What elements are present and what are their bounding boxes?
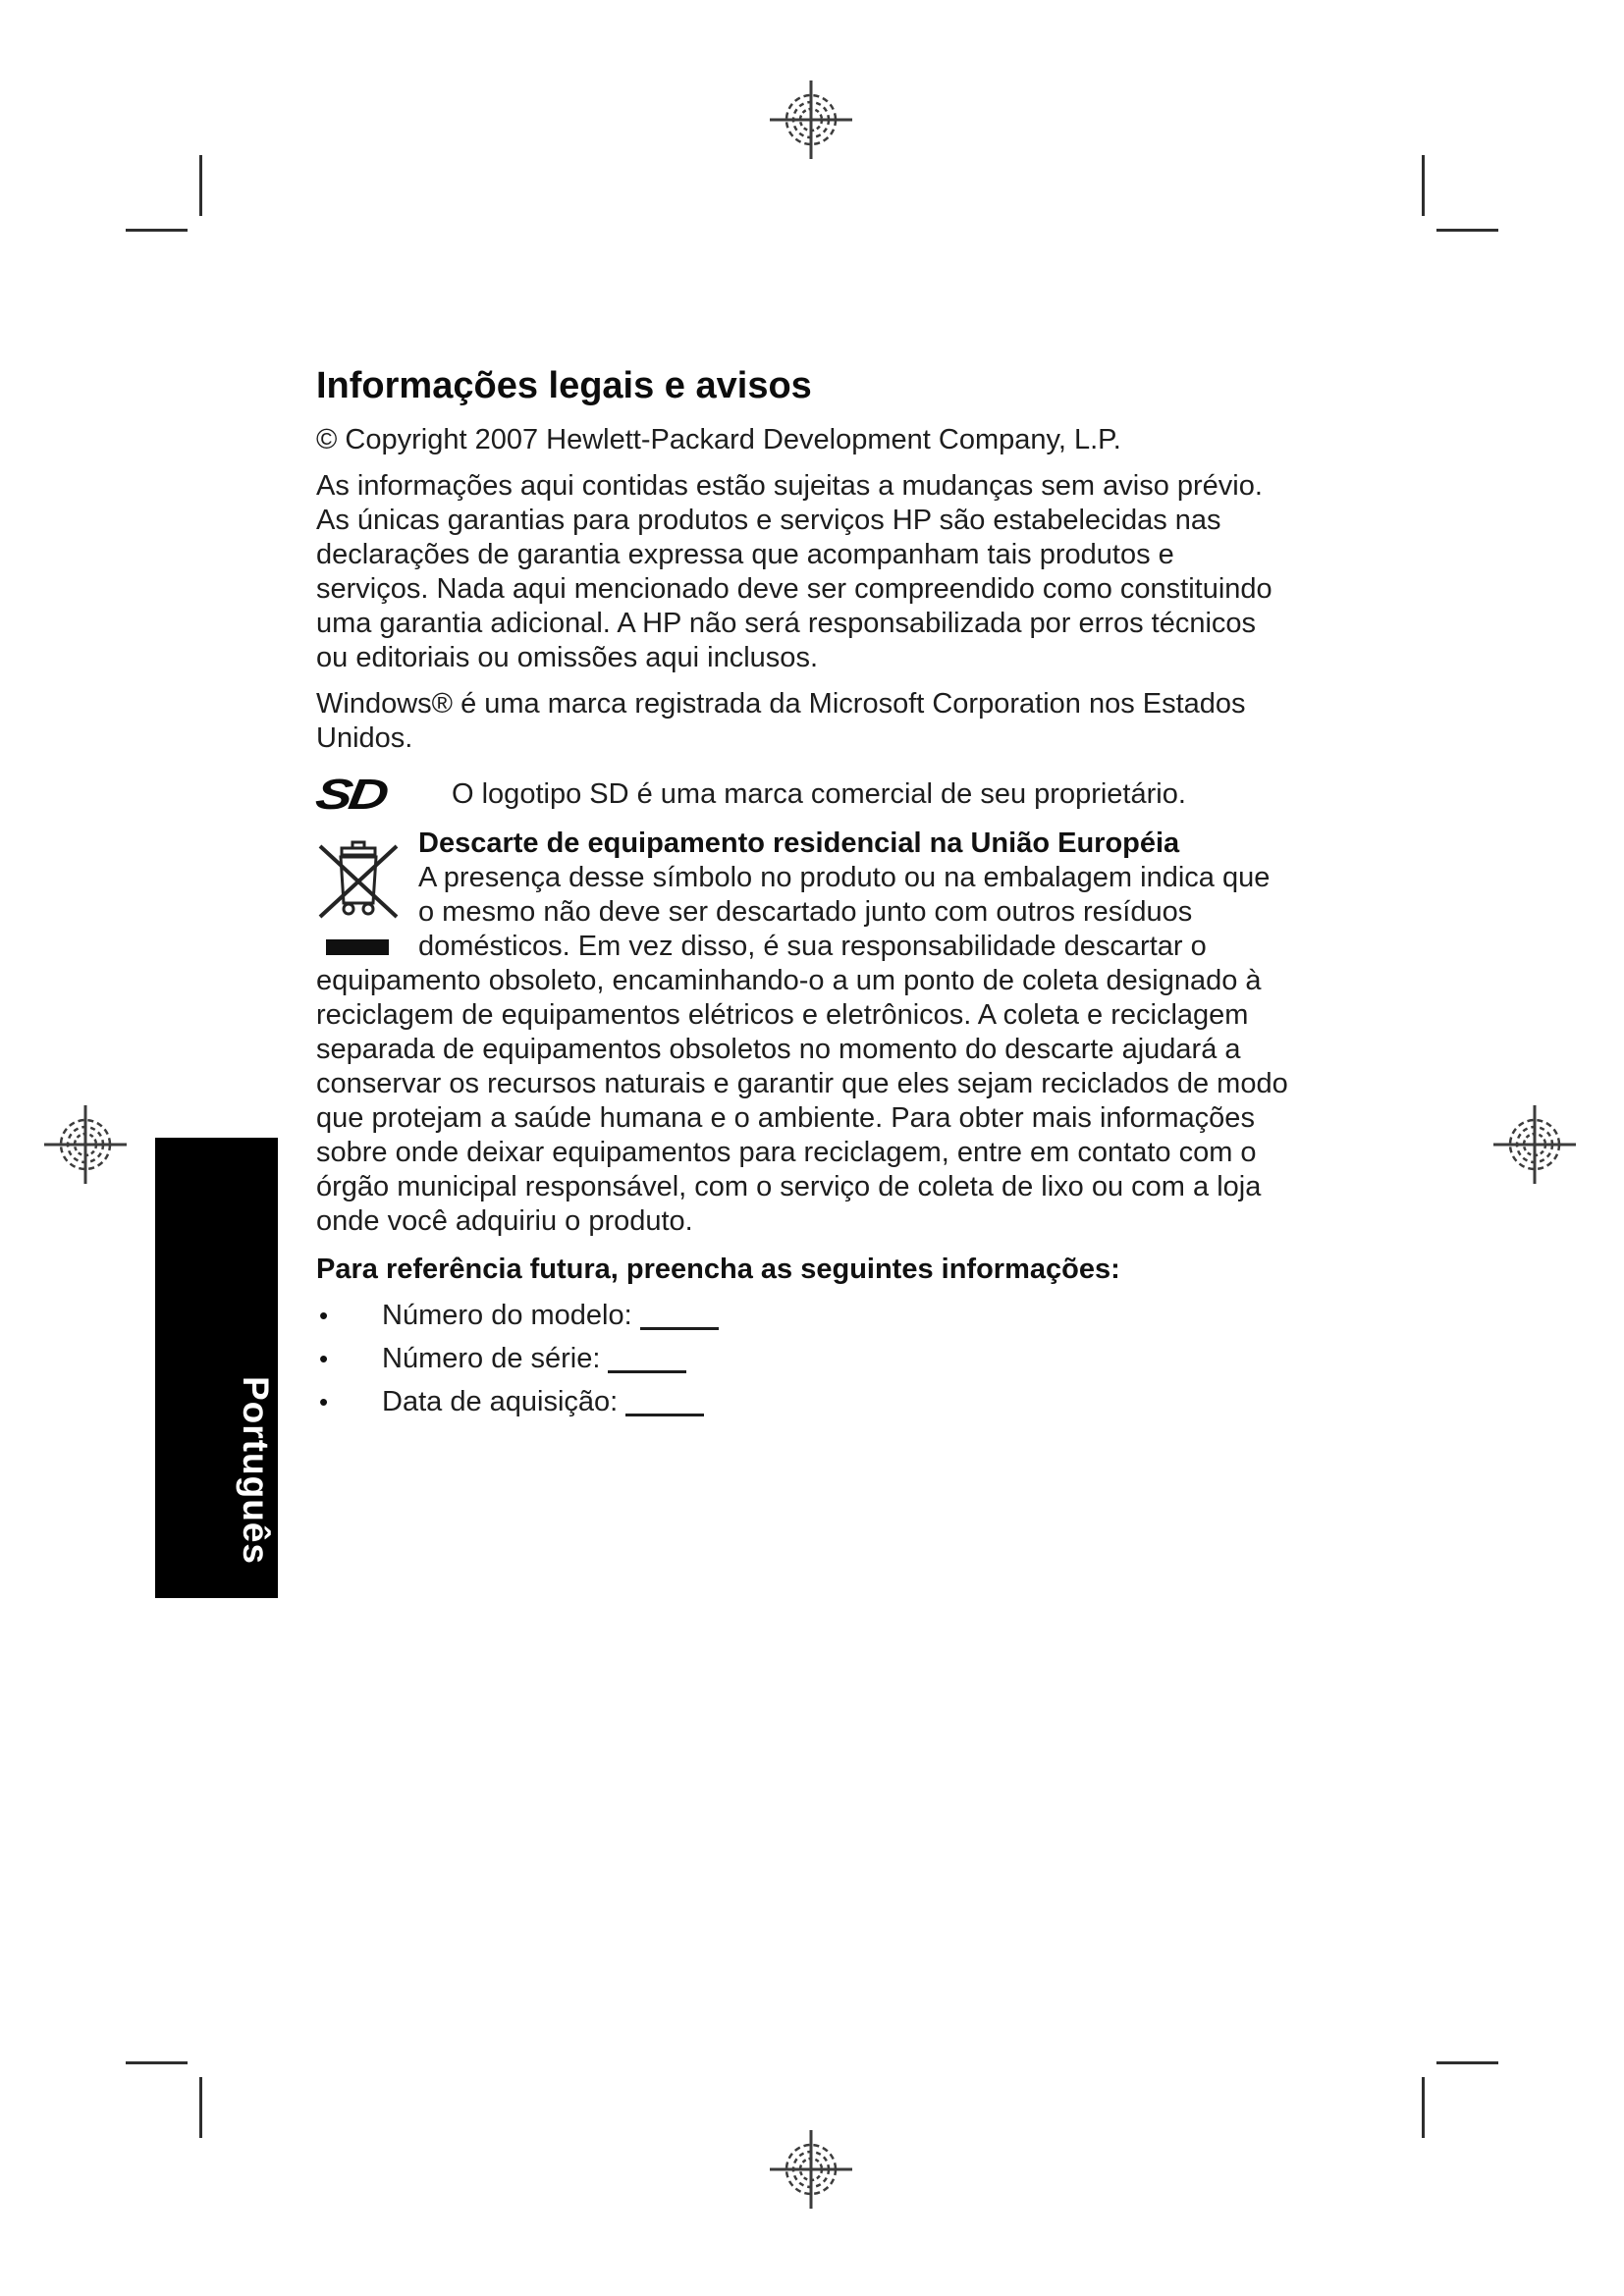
crop-mark-bottom-left-horizontal xyxy=(126,2061,188,2064)
weee-disposal-section xyxy=(316,827,1290,1239)
weee-heading: Descarte de equipamento residencial na União Européia xyxy=(418,828,1180,859)
list-item xyxy=(316,1342,1290,1376)
sd-trademark-notice: O logotipo SD é uma marca comercial de seu proprietário. xyxy=(452,777,1186,810)
weee-body-paragraph: A presença desse símbolo no produto ou na embalagem indica que o mesmo não deve ser descartado junto com outros resíduos domésticos. Em vez disso, é sua responsabilidade descartar o equipamento obsoleto, encaminhando-o a um ponto de coleta designado à reciclagem de equipamentos elétricos e eletrônicos. A coleta e reciclagem separada de equipamentos obsoletos no momento do descarte ajudará a conservar os recursos naturais e garantir que eles sejam reciclados de modo que protejam a saúde humana e o ambiente. Para obter mais informações sobre onde deixar equipamentos para reciclagem, entre em contato com o órgão municipal responsável, com o serviço de coleta de lixo ou com a loja onde você adquiriu o produto. xyxy=(316,862,1288,1237)
list-item xyxy=(316,1299,1290,1333)
crop-mark-top-left-horizontal xyxy=(126,229,188,232)
bullet-icon: • xyxy=(319,1387,329,1416)
crop-mark-top-right-vertical xyxy=(1422,155,1425,216)
legal-notices-content xyxy=(312,364,1290,1428)
page-title: Informações legais e avisos xyxy=(316,365,812,406)
registration-mark-top-icon xyxy=(762,71,860,169)
blank-line xyxy=(640,1327,719,1330)
language-tab-label: Português xyxy=(236,1376,276,1565)
crossed-out-wheeled-bin-icon xyxy=(316,838,401,921)
language-tab-portugues xyxy=(155,1138,278,1598)
registration-mark-bottom-icon xyxy=(762,2120,860,2218)
crop-mark-bottom-left-vertical xyxy=(199,2077,202,2138)
registration-mark-right-icon xyxy=(1486,1095,1584,1194)
registration-mark-left-icon xyxy=(36,1095,135,1194)
reference-list xyxy=(316,1299,1290,1419)
sd-logo-icon: SD xyxy=(312,770,389,819)
bullet-icon: • xyxy=(319,1344,329,1373)
bullet-icon: • xyxy=(319,1301,329,1330)
item-label: Data de aquisição: xyxy=(382,1386,619,1417)
weee-symbol-block xyxy=(316,827,418,962)
blank-line xyxy=(608,1370,686,1373)
copyright-line: © Copyright 2007 Hewlett-Packard Development Company, L.P. xyxy=(316,424,1121,455)
crop-mark-top-right-horizontal xyxy=(1436,229,1498,232)
crop-mark-bottom-right-horizontal xyxy=(1436,2061,1498,2064)
weee-underline-bar xyxy=(326,939,389,955)
list-item xyxy=(316,1385,1290,1419)
sd-trademark-row xyxy=(312,770,1290,819)
reference-heading: Para referência futura, preencha as seguintes informações: xyxy=(316,1254,1120,1285)
crop-mark-bottom-right-vertical xyxy=(1422,2077,1425,2138)
crop-mark-top-left-vertical xyxy=(199,155,202,216)
blank-line xyxy=(625,1414,704,1416)
disclaimer-paragraph: As informações aqui contidas estão sujeitas a mudanças sem aviso prévio. As únicas garantias para produtos e serviços HP são estabelecidas nas declarações de garantia expressa que acompanham tais produtos e serviços. Nada aqui mencionado deve ser compreendido como constituindo uma garantia adicional. A HP não será responsabilizada por erros técnicos ou editoriais ou omissões aqui inclusos. xyxy=(316,470,1272,673)
item-label: Número do modelo: xyxy=(382,1300,632,1331)
windows-trademark-paragraph: Windows® é uma marca registrada da Microsoft Corporation nos Estados Unidos. xyxy=(316,688,1246,754)
item-label: Número de série: xyxy=(382,1343,601,1374)
